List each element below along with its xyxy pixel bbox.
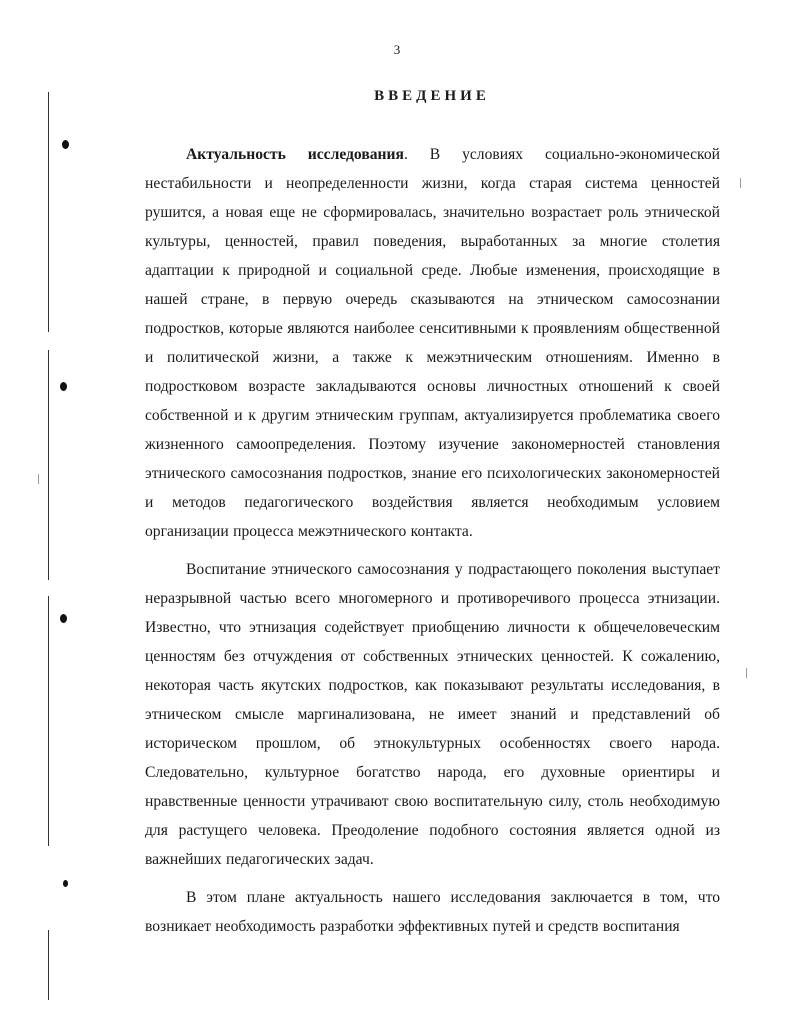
paragraph-ethnic-education: Воспитание этнического самосознания у подрастающего поколения выступает неразрывной частью всего многомерного и противоречивого процесса этнизации. Известно, что этнизация содействует приобщению личности к общечеловеческим ценностям без отчуждения от собственных этнических ценностей. К сожалению, некоторая часть якутских подростков, как показывают результаты исследования, в этническом смысле маргинализована, не имеет знаний и представлений об историческом прошлом, об этнокультурных особенностях своего народа. Следовательно, культурное богатство народа, его духовные ориентиры и нравственные ценности утрачивают свою воспитательную силу, столь необходимую для растущего человека. Преодоление подобного состояния является одной из важнейших педагогических задач. (145, 561, 720, 868)
paragraph-relevance (145, 140, 720, 546)
page-number: 3 (393, 42, 401, 57)
punch-hole (63, 880, 68, 887)
punch-hole (62, 140, 69, 149)
section-title: ВВЕДЕНИЕ (374, 88, 490, 104)
scan-margin-line (48, 930, 49, 1000)
scan-margin-line (48, 596, 49, 846)
paragraph-research-plan: В этом плане актуальность нашего исследования заключается в том, что возникает необходимость разработки эффективных путей и средств воспитания (145, 889, 720, 935)
punch-hole (60, 614, 67, 623)
paragraph-text: . В условиях социально-экономической нестабильности и неопределенности жизни, когда старая система ценностей рушится, а новая еще не сформировалась, значительно возрастает роль этнической культуры, ценностей, правил поведения, выработанных за многие столетия адаптации к природной и социальной среде. Любые изменения, происходящие в нашей стране, в первую очередь сказываются на этническом самосознании подростков, которые являются наиболее сенситивными к проявлениям общественной и политической жизни, а также к межэтническим отношениям. Именно в подростковом возрасте закладываются основы личностных отношений к своей собственной и к другим этническим группам, актуализируется проблематика своего жизненного самоопределения. Поэтому изучение закономерностей становления этнического самосознания подростков, знание его психологических закономерностей и методов педагогического воздействия является необходимым условием организации процесса межэтнического контакта. (145, 146, 720, 540)
scan-mark (740, 178, 741, 188)
scan-mark (38, 474, 39, 484)
body-text (145, 140, 720, 941)
scan-margin-line (48, 350, 49, 580)
paragraph-lead: Актуальность исследования (186, 146, 404, 163)
punch-hole (60, 382, 67, 391)
scan-margin-line (48, 92, 49, 332)
scan-mark (746, 668, 747, 678)
